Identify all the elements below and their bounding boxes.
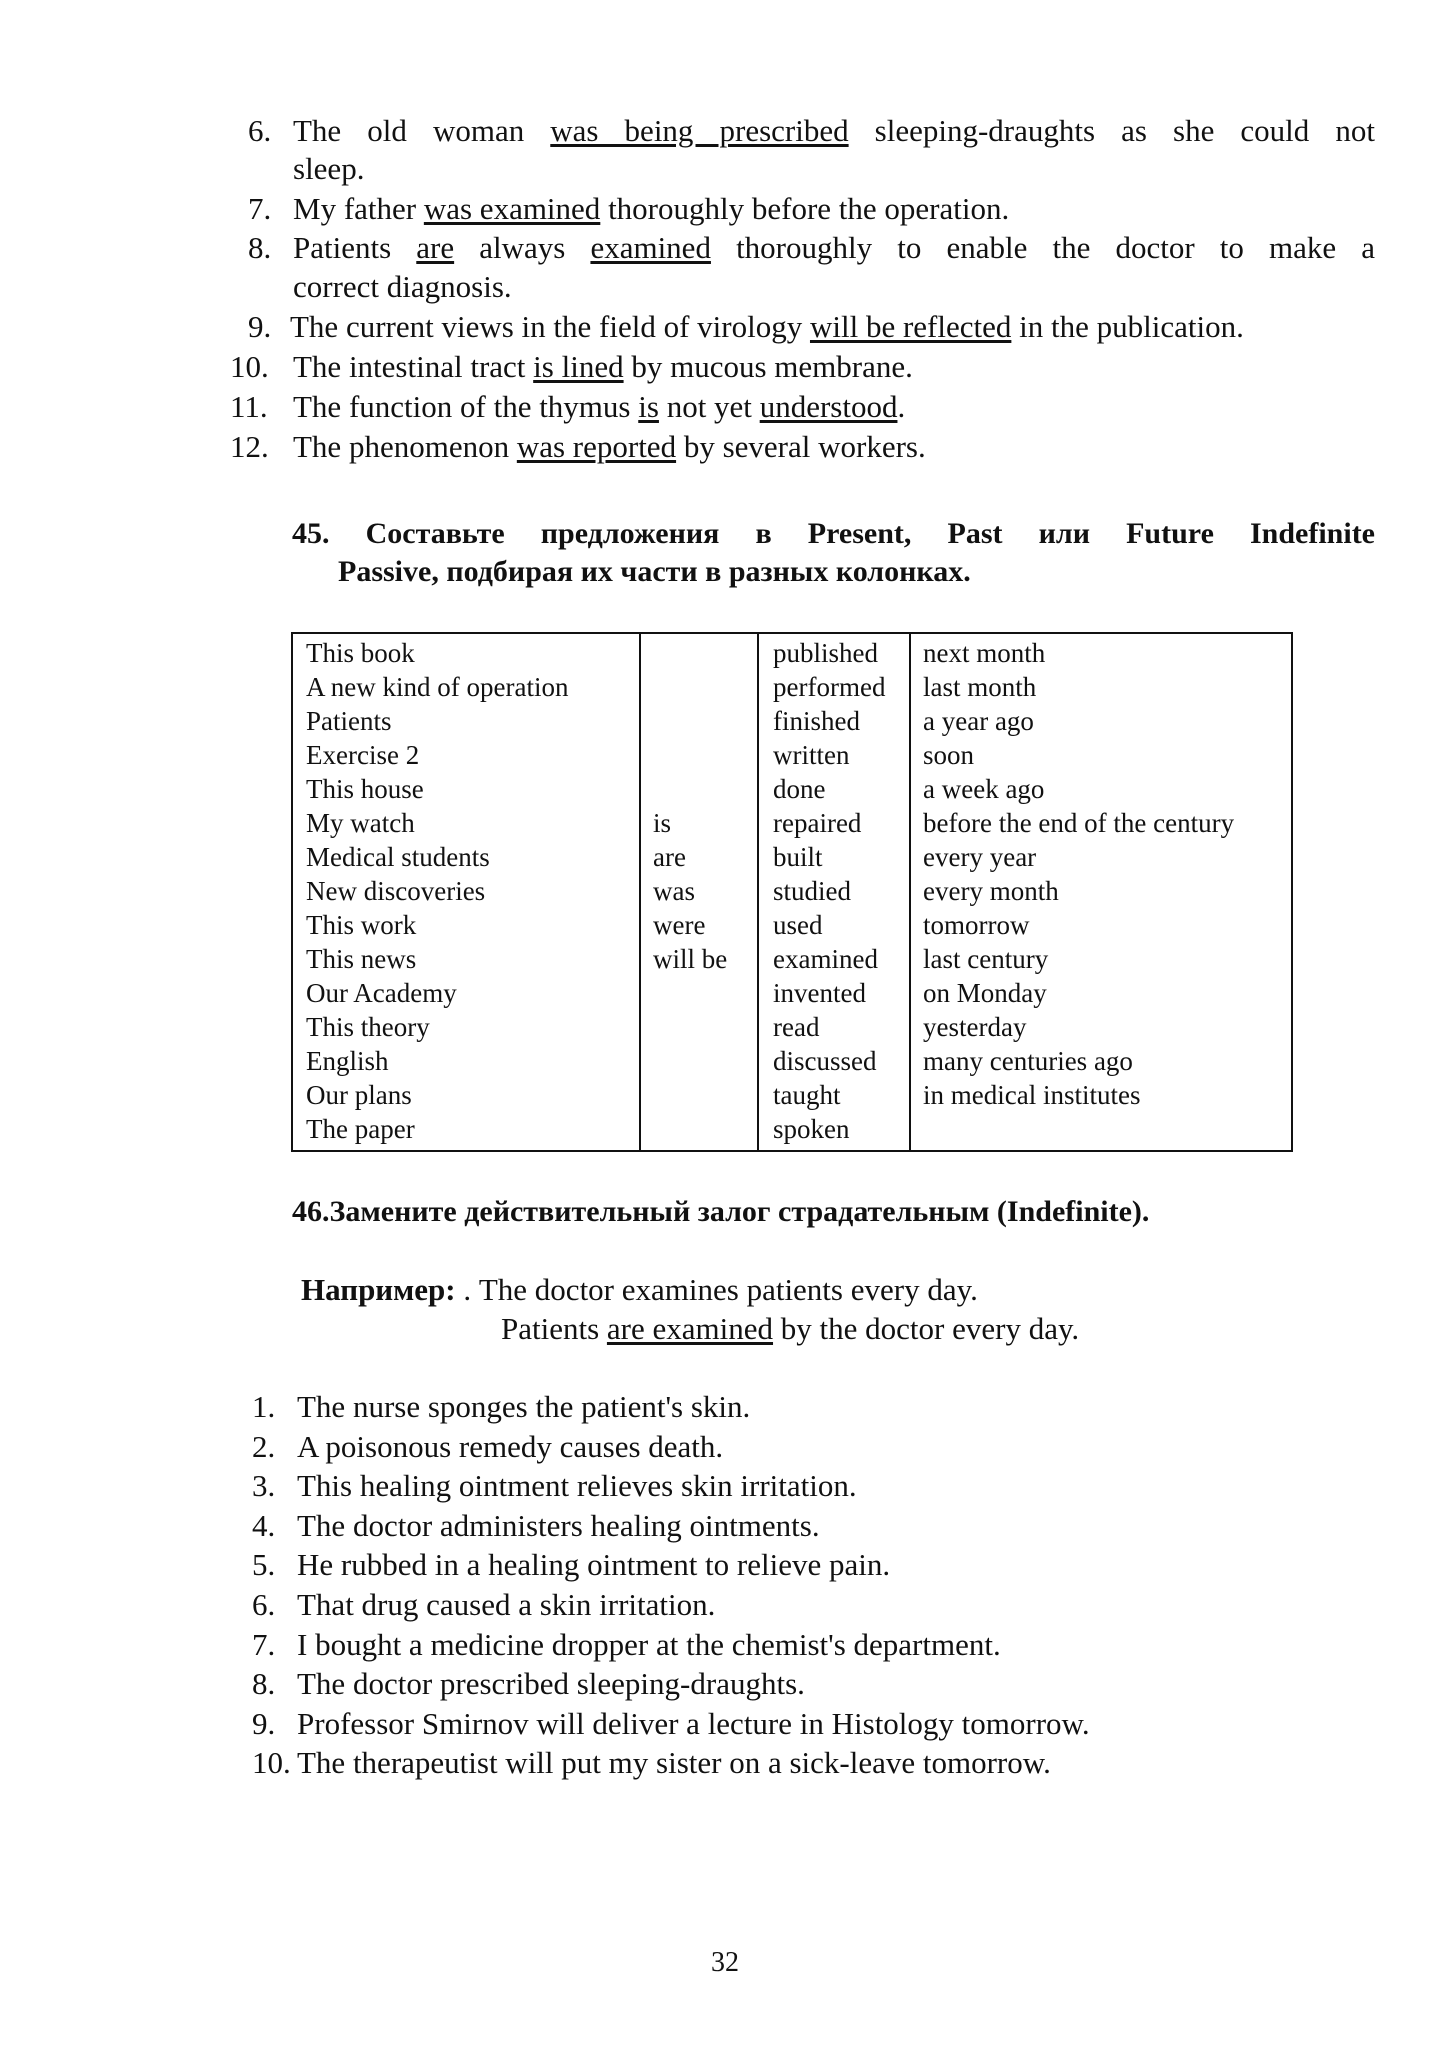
example-passive-sentence: Patients are examined by the doctor every day.	[501, 1311, 1080, 1346]
table-cell-auxiliary: will be	[653, 944, 728, 974]
table-cell-time: every month	[923, 876, 1059, 906]
table-cell-subject: Exercise 2	[306, 740, 420, 770]
exercise-46-heading: 46.Замените действительный залог страдательным (Indefinite).	[292, 1195, 1150, 1228]
table-cell-time: soon	[923, 740, 975, 770]
table-cell-participle: discussed	[773, 1046, 877, 1076]
item-number: 5.	[252, 1547, 276, 1582]
table-cell-time: a year ago	[923, 706, 1034, 736]
table-cell-auxiliary: are	[653, 842, 686, 872]
table-cell-subject: The paper	[306, 1114, 415, 1144]
table-cell-participle: read	[773, 1012, 820, 1042]
item-number: 10.	[230, 349, 269, 384]
underlined-verb: understood	[759, 389, 898, 424]
item-text: He rubbed in a healing ointment to relieve pain.	[297, 1547, 891, 1582]
item-text: Professor Smirnov will deliver a lecture in Histology tomorrow.	[297, 1706, 1090, 1741]
table-cell-participle: studied	[773, 876, 851, 906]
table-cell-participle: performed	[773, 672, 886, 702]
table-cell-participle: spoken	[773, 1114, 850, 1144]
table-cell-participle: finished	[773, 706, 860, 736]
underlined-verb: was being prescribed	[550, 113, 849, 148]
item-text: The phenomenon was reported by several workers.	[293, 429, 926, 464]
table-cell-participle: examined	[773, 944, 878, 974]
underlined-verb: are	[416, 230, 455, 265]
item-number: 7.	[248, 191, 272, 226]
item-text: The nurse sponges the patient's skin.	[297, 1389, 751, 1424]
example-label: Например:	[301, 1272, 456, 1307]
item-number: 11.	[230, 389, 268, 424]
item-text: This healing ointment relieves skin irritation.	[297, 1468, 857, 1503]
table-cell-time: yesterday	[923, 1012, 1027, 1042]
table-cell-participle: done	[773, 774, 826, 804]
table-cell-time: many centuries ago	[923, 1046, 1133, 1076]
table-cell-subject: Medical students	[306, 842, 490, 872]
item-number: 1.	[252, 1389, 276, 1424]
underlined-verb: was reported	[516, 429, 677, 464]
table-cell-time: last month	[923, 672, 1037, 702]
underlined-verb: will be reflected	[809, 309, 1012, 344]
item-text: The intestinal tract is lined by mucous membrane.	[293, 349, 913, 384]
exercise-45-heading-continued: Passive, подбирая их части в разных колонках.	[338, 555, 971, 588]
table-cell-time: in medical institutes	[923, 1080, 1141, 1110]
table-cell-subject: This house	[306, 774, 424, 804]
table-cell-time: every year	[923, 842, 1037, 872]
table-cell-time: before the end of the century	[923, 808, 1235, 838]
table-cell-subject: A new kind of operation	[306, 672, 569, 702]
item-number: 2.	[252, 1429, 276, 1464]
item-text: The old woman was being prescribed sleeping-draughts as she could not	[293, 113, 1375, 148]
table-row	[292, 633, 1292, 1151]
table-cell-participle: published	[773, 638, 878, 668]
item-text: The therapeutist will put my sister on a sick-leave tomorrow.	[297, 1745, 1051, 1780]
example-line	[301, 1271, 978, 1309]
item-text: That drug caused a skin irritation.	[297, 1587, 716, 1622]
table-cell-time: tomorrow	[923, 910, 1030, 940]
item-number: 10.	[252, 1745, 291, 1780]
item-text: Patients are always examined thoroughly to enable the doctor to make a	[293, 230, 1375, 265]
item-number: 8.	[248, 230, 272, 265]
table-cell-subject: Our Academy	[306, 978, 457, 1008]
table-cell-auxiliary: were	[653, 910, 706, 940]
item-text: The doctor administers healing ointments.	[297, 1508, 820, 1543]
table-cell-subject: Our plans	[306, 1080, 412, 1110]
item-number: 7.	[252, 1627, 276, 1662]
table-cell-participle: taught	[773, 1080, 841, 1110]
table-cell-subject: My watch	[306, 808, 415, 838]
table-cell-subject: This book	[306, 638, 415, 668]
table-cell-auxiliary: was	[653, 876, 695, 906]
underlined-verb: is	[638, 389, 659, 424]
table-cell-subject: New discoveries	[306, 876, 486, 906]
document-page: 6. The old woman was being prescribed sleeping-draughts as she could not sleep. 7. My father was examined thoroughly before the operation. 8. Patients are always examined thoroughly to enable the doctor to make a correct diagnosis. 9. The current views in the field of virology will be reflected in the publication. 10. The intestinal tract is lined by mucous membrane. 11. The function of the thymus is not yet understood. 12. The phenomenon was reported by several workers. 45. Составьте предложения в Present, Past или Future Indefinite Passive, подбирая их части в разных колонках. This book A new kind of operation Patients Exercise 2 This house My watch Medical students New discoveries This work This news Our Academy This theory English Our plans The paper is are was were will be published performed finished written done repaired built studied used examined invented read discussed taught spoken next month last month a year ago soon a week ago before the end of the century every year every month tomorrow last century on Monday yesterday many centuries ago in medical institutes 46.Замените действительный залог страдательным (Indefinite). Например: . The doctor examines patients every day. Patients are examined by the doctor every day. 1. The nurse sponges the patient's skin. 2. A poisonous remedy causes death. 3. This healing ointment relieves skin irritation. 4. The doctor administers healing ointments. 5. He rubbed in a healing ointment to relieve pain. 6. That drug caused a skin irritation. 7. I bought a medicine dropper at the chemist's department. 8. The doctor prescribed sleeping-draughts. 9. Professor Smirnov will deliver a lecture in Histology tomorrow. 10. The therapeutist will put my sister on a sick-leave tomorrow. 32	[0, 0, 1450, 2050]
item-number: 3.	[252, 1468, 276, 1503]
time-expression-column	[910, 633, 1292, 1151]
underlined-verb: examined	[590, 230, 711, 265]
table-cell-auxiliary: is	[653, 808, 672, 838]
item-number: 9.	[248, 309, 272, 344]
item-number: 9.	[252, 1706, 276, 1741]
table-cell-participle: invented	[773, 978, 866, 1008]
table-cell-subject: This news	[306, 944, 417, 974]
underlined-verb: was examined	[423, 191, 601, 226]
table-cell-participle: used	[773, 910, 823, 940]
table-cell-subject: English	[306, 1046, 389, 1076]
table-cell-participle: built	[773, 842, 823, 872]
table-cell-time: last century	[923, 944, 1049, 974]
table-cell-participle: repaired	[773, 808, 862, 838]
underlined-verb: is lined	[533, 349, 624, 384]
table-cell-subject: Patients	[306, 706, 392, 736]
example-active-sentence: . The doctor examines patients every day.	[455, 1272, 978, 1307]
item-text: I bought a medicine dropper at the chemist's department.	[297, 1627, 1001, 1662]
item-text: The function of the thymus is not yet understood.	[293, 389, 906, 424]
item-text: A poisonous remedy causes death.	[297, 1429, 724, 1464]
item-number: 12.	[230, 429, 269, 464]
page-number: 32	[711, 1947, 739, 1978]
item-number: 8.	[252, 1666, 276, 1701]
auxiliary-column	[640, 633, 758, 1151]
item-text: The doctor prescribed sleeping-draughts.	[297, 1666, 805, 1701]
table-cell-time: a week ago	[923, 774, 1045, 804]
exercise-45-heading: 45. Составьте предложения в Present, Past или Future Indefinite	[292, 517, 1375, 550]
table-cell-subject: This theory	[306, 1012, 430, 1042]
underlined-verb: are examined	[606, 1311, 774, 1346]
table-cell-subject: This work	[306, 910, 417, 940]
item-number: 4.	[252, 1508, 276, 1543]
item-text: My father was examined thoroughly before the operation.	[293, 191, 1010, 226]
table-cell-time: next month	[923, 638, 1046, 668]
participle-column	[758, 633, 910, 1151]
item-number: 6.	[252, 1587, 276, 1622]
item-text: The current views in the field of virology will be reflected in the publication.	[290, 309, 1244, 344]
table-cell-participle: written	[773, 740, 850, 770]
item-number: 6.	[248, 113, 272, 148]
sentence-builder-table	[291, 632, 1293, 1152]
subjects-column	[292, 633, 640, 1151]
table-cell-time: on Monday	[923, 978, 1047, 1008]
